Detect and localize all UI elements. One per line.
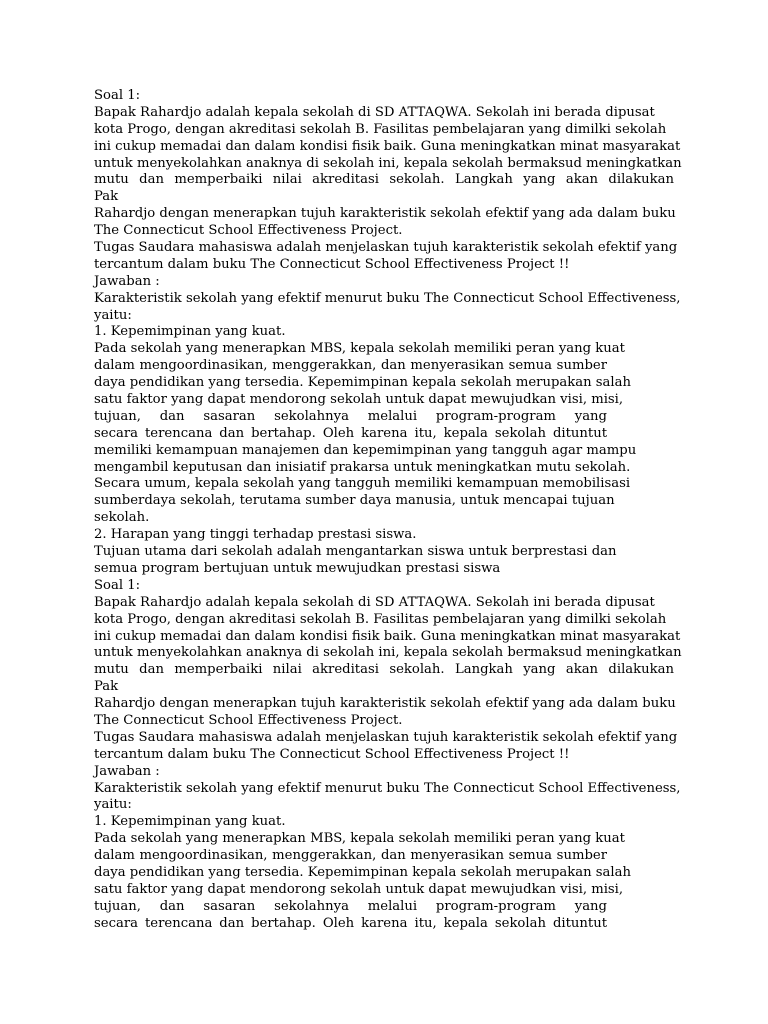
text-line: secara terencana dan bertahap. Oleh karena itu, kepala sekolah dituntut <box>94 915 607 931</box>
text-line: memiliki kemampuan manajemen dan kepemimpinan yang tangguh agar mampu <box>94 442 637 458</box>
document-body <box>94 88 682 933</box>
text-line: untuk menyekolahkan anaknya di sekolah ini, kepala sekolah bermaksud meningkatkan <box>94 645 682 661</box>
jawaban-heading: Jawaban : <box>94 763 160 779</box>
text-line: mutu dan memperbaiki nilai akreditasi sekolah. Langkah yang akan dilakukan <box>94 662 674 678</box>
text-line: untuk menyekolahkan anaknya di sekolah ini, kepala sekolah bermaksud meningkatkan <box>94 155 682 171</box>
text-line: satu faktor yang dapat mendorong sekolah untuk dapat mewujudkan visi, misi, <box>94 881 624 897</box>
text-line: tercantum dalam buku The Connecticut School Effectiveness Project !! <box>94 256 570 272</box>
soal-heading: Soal 1: <box>94 88 141 103</box>
text-line: Rahardjo dengan menerapkan tujuh karakteristik sekolah efektif yang ada dalam buku <box>94 206 676 222</box>
text-line: sumberdaya sekolah, terutama sumber daya manusia, untuk mencapai tujuan <box>94 493 615 509</box>
text-line: daya pendidikan yang tersedia. Kepemimpinan kepala sekolah merupakan salah <box>94 864 631 880</box>
text-line: tujuan, dan sasaran sekolahnya melalui program-program yang <box>94 898 607 914</box>
text-line: dalam mengoordinasikan, menggerakkan, dan menyerasikan semua sumber <box>94 358 607 374</box>
text-line: Bapak Rahardjo adalah kepala sekolah di SD ATTAQWA. Sekolah ini berada dipusat <box>94 594 655 610</box>
text-line: dalam mengoordinasikan, menggerakkan, dan menyerasikan semua sumber <box>94 848 607 864</box>
text-line: Bapak Rahardjo adalah kepala sekolah di SD ATTAQWA. Sekolah ini berada dipusat <box>94 104 655 120</box>
text-line: ini cukup memadai dan dalam kondisi fisik baik. Guna meningkatkan minat masyarakat <box>94 628 681 644</box>
text-line: semua program bertujuan untuk mewujudkan prestasi siswa <box>94 560 501 576</box>
text-line: kota Progo, dengan akreditasi sekolah B. Fasilitas pembelajaran yang dimilki sekolah <box>94 121 667 137</box>
text-line: mutu dan memperbaiki nilai akreditasi sekolah. Langkah yang akan dilakukan <box>94 172 674 188</box>
jawaban-heading: Jawaban : <box>94 273 160 289</box>
soal-heading: Soal 1: <box>94 577 141 593</box>
text-line: tercantum dalam buku The Connecticut School Effectiveness Project !! <box>94 746 570 762</box>
text-line: yaitu: <box>94 307 132 323</box>
text-line: ini cukup memadai dan dalam kondisi fisik baik. Guna meningkatkan minat masyarakat <box>94 138 681 154</box>
list-heading: 1. Kepemimpinan yang kuat. <box>94 324 286 340</box>
text-line: Pak <box>94 679 119 695</box>
text-line: Tugas Saudara mahasiswa adalah menjelaskan tujuh karakteristik sekolah efektif yang <box>94 729 678 745</box>
text-line: secara terencana dan bertahap. Oleh karena itu, kepala sekolah dituntut <box>94 425 607 441</box>
list-heading: 2. Harapan yang tinggi terhadap prestasi siswa. <box>94 527 417 543</box>
text-line: Pada sekolah yang menerapkan MBS, kepala sekolah memiliki peran yang kuat <box>94 831 625 847</box>
text-line: Pak <box>94 189 119 205</box>
text-line: Secara umum, kepala sekolah yang tangguh memiliki kemampuan memobilisasi <box>94 476 631 492</box>
text-line: sekolah. <box>94 510 150 526</box>
text-line: kota Progo, dengan akreditasi sekolah B. Fasilitas pembelajaran yang dimilki sekolah <box>94 611 667 627</box>
text-line: Pada sekolah yang menerapkan MBS, kepala sekolah memiliki peran yang kuat <box>94 341 625 357</box>
text-line: satu faktor yang dapat mendorong sekolah untuk dapat mewujudkan visi, misi, <box>94 392 624 408</box>
text-line: daya pendidikan yang tersedia. Kepemimpinan kepala sekolah merupakan salah <box>94 375 631 391</box>
list-heading: 1. Kepemimpinan yang kuat. <box>94 814 286 830</box>
text-line: yaitu: <box>94 797 132 813</box>
text-line: Karakteristik sekolah yang efektif menurut buku The Connecticut School Effectiveness, <box>94 290 681 306</box>
text-line: The Connecticut School Effectiveness Project. <box>94 223 403 239</box>
text-line: Rahardjo dengan menerapkan tujuh karakteristik sekolah efektif yang ada dalam buku <box>94 696 676 712</box>
text-line: Karakteristik sekolah yang efektif menurut buku The Connecticut School Effectiveness, <box>94 780 681 796</box>
text-line: Tujuan utama dari sekolah adalah mengantarkan siswa untuk berprestasi dan <box>94 544 617 560</box>
text-line: The Connecticut School Effectiveness Project. <box>94 712 403 728</box>
text-line: mengambil keputusan dan inisiatif prakarsa untuk meningkatkan mutu sekolah. <box>94 459 631 475</box>
text-line: Tugas Saudara mahasiswa adalah menjelaskan tujuh karakteristik sekolah efektif yang <box>94 240 678 256</box>
text-line: tujuan, dan sasaran sekolahnya melalui program-program yang <box>94 408 607 424</box>
